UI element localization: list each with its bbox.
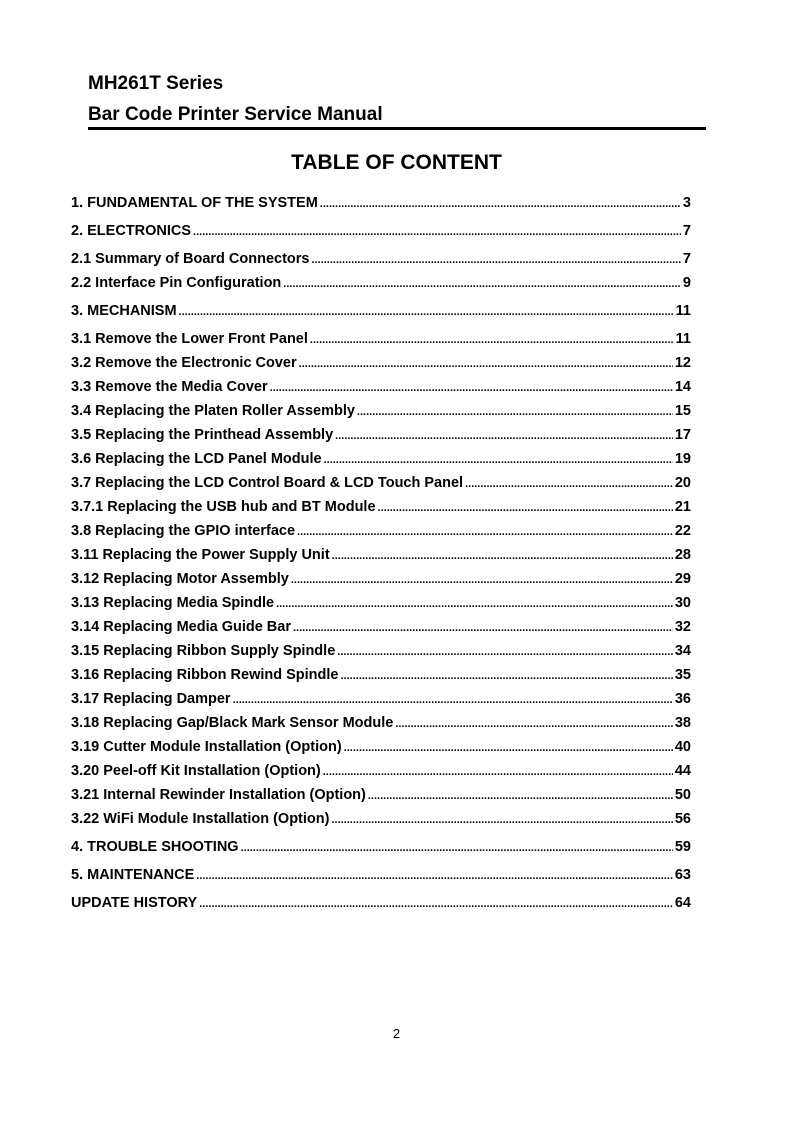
- toc-entry-page: 11: [675, 303, 691, 319]
- toc-entry[interactable]: [71, 497, 691, 517]
- dot-leader: [283, 274, 681, 294]
- toc-entry[interactable]: [71, 545, 691, 565]
- dot-leader: [293, 618, 673, 638]
- dot-leader: [331, 810, 672, 830]
- dot-leader: [241, 838, 673, 858]
- toc-entry[interactable]: [71, 809, 691, 829]
- toc-entry[interactable]: [71, 249, 691, 269]
- toc-entry-page: 21: [674, 499, 691, 515]
- toc-entry-label: 5. MAINTENANCE: [71, 867, 195, 883]
- toc-entry-label: 3.14 Replacing Media Guide Bar: [71, 619, 291, 635]
- dot-leader: [320, 194, 681, 214]
- dot-leader: [297, 522, 673, 542]
- toc-title: TABLE OF CONTENT: [291, 151, 502, 174]
- dot-leader: [196, 866, 673, 886]
- toc-entry-label: 3.18 Replacing Gap/Black Mark Sensor Module: [71, 715, 394, 731]
- dot-leader: [233, 690, 673, 710]
- document-header: [88, 72, 706, 127]
- toc-entry-label: 2. ELECTRONICS: [71, 223, 192, 239]
- dot-leader: [378, 498, 673, 518]
- dot-leader: [332, 546, 673, 566]
- toc-entry-page: 40: [674, 739, 691, 755]
- toc-entry-page: 63: [674, 867, 691, 883]
- toc-entry[interactable]: [71, 473, 691, 493]
- toc-entry-page: 44: [674, 763, 691, 779]
- toc-entry-label: 3.8 Replacing the GPIO interface: [71, 523, 296, 539]
- toc-entry-label: 2.2 Interface Pin Configuration: [71, 275, 282, 291]
- toc-entry-page: 17: [674, 427, 691, 443]
- manual-title: Bar Code Printer Service Manual: [88, 104, 383, 125]
- toc-entry[interactable]: [71, 221, 691, 241]
- dot-leader: [179, 302, 674, 322]
- toc-entry[interactable]: [71, 377, 691, 397]
- toc-entry-label: 2.1 Summary of Board Connectors: [71, 251, 310, 267]
- toc-entry-page: 20: [674, 475, 691, 491]
- toc-entry[interactable]: [71, 893, 691, 913]
- toc-entry-page: 64: [674, 895, 691, 911]
- dot-leader: [276, 594, 673, 614]
- toc-entry-page: 30: [674, 595, 691, 611]
- toc-entry[interactable]: [71, 641, 691, 661]
- toc-entry-page: 56: [674, 811, 691, 827]
- toc-entry[interactable]: [71, 353, 691, 373]
- toc-entry-page: 35: [674, 667, 691, 683]
- toc-entry[interactable]: [71, 401, 691, 421]
- toc-entry-label: 3.19 Cutter Module Installation (Option): [71, 739, 342, 755]
- dot-leader: [324, 450, 673, 470]
- toc-entry-page: 19: [674, 451, 691, 467]
- toc-entry-label: 3.21 Internal Rewinder Installation (Option): [71, 787, 366, 803]
- toc-entry[interactable]: [71, 193, 691, 213]
- toc-entry-label: 3.1 Remove the Lower Front Panel: [71, 331, 308, 347]
- dot-leader: [291, 570, 673, 590]
- toc-entry[interactable]: [71, 521, 691, 541]
- toc-entry-page: 3: [682, 195, 691, 211]
- toc-entry-page: 29: [674, 571, 691, 587]
- toc-entry-label: 3.7.1 Replacing the USB hub and BT Module: [71, 499, 376, 515]
- toc-entry[interactable]: [71, 449, 691, 469]
- toc-entry[interactable]: [71, 665, 691, 685]
- toc-entry-label: 3.12 Replacing Motor Assembly: [71, 571, 289, 587]
- toc-entry-label: 4. TROUBLE SHOOTING: [71, 839, 239, 855]
- dot-leader: [193, 222, 681, 242]
- toc-entry[interactable]: [71, 761, 691, 781]
- toc-entry-page: 14: [674, 379, 691, 395]
- dot-leader: [299, 354, 673, 374]
- toc-entry[interactable]: [71, 273, 691, 293]
- toc-entry[interactable]: [71, 617, 691, 637]
- toc-entry-label: UPDATE HISTORY: [71, 895, 198, 911]
- toc-entry-label: 3.15 Replacing Ribbon Supply Spindle: [71, 643, 336, 659]
- toc-entry-page: 11: [675, 331, 691, 347]
- toc-entry-label: 3.22 WiFi Module Installation (Option): [71, 811, 330, 827]
- dot-leader: [323, 762, 673, 782]
- toc-entry[interactable]: [71, 569, 691, 589]
- toc-entry-page: 38: [674, 715, 691, 731]
- toc-entry[interactable]: [71, 713, 691, 733]
- toc-entry[interactable]: [71, 329, 691, 349]
- dot-leader: [335, 426, 673, 446]
- toc-entry-page: 34: [674, 643, 691, 659]
- toc-entry-label: 3.17 Replacing Damper: [71, 691, 231, 707]
- toc-entry-label: 3.6 Replacing the LCD Panel Module: [71, 451, 322, 467]
- toc-entry-page: 7: [682, 223, 691, 239]
- toc-entry-label: 3.2 Remove the Electronic Cover: [71, 355, 297, 371]
- toc-entry[interactable]: [71, 301, 691, 321]
- toc-entry[interactable]: [71, 737, 691, 757]
- toc-entry-label: 3.16 Replacing Ribbon Rewind Spindle: [71, 667, 339, 683]
- header-divider: [88, 127, 706, 130]
- dot-leader: [465, 474, 673, 494]
- toc-entry-label: 3.20 Peel-off Kit Installation (Option): [71, 763, 321, 779]
- dot-leader: [310, 330, 674, 350]
- toc-entry-page: 22: [674, 523, 691, 539]
- toc-entry[interactable]: [71, 425, 691, 445]
- dot-leader: [312, 250, 681, 270]
- toc-entry-page: 28: [674, 547, 691, 563]
- toc-entry[interactable]: [71, 689, 691, 709]
- toc-entry-page: 59: [674, 839, 691, 855]
- toc-entry-page: 50: [674, 787, 691, 803]
- dot-leader: [368, 786, 673, 806]
- toc-entry-label: 3.13 Replacing Media Spindle: [71, 595, 275, 611]
- toc-entry-page: 7: [682, 251, 691, 267]
- dot-leader: [344, 738, 673, 758]
- toc-entry[interactable]: [71, 593, 691, 613]
- toc-entry[interactable]: [71, 865, 691, 885]
- toc-entry-page: 36: [674, 691, 691, 707]
- dot-leader: [337, 642, 673, 662]
- page-number: 2: [392, 1026, 401, 1041]
- toc-entry[interactable]: [71, 785, 691, 805]
- toc-entry-label: 3. MECHANISM: [71, 303, 177, 319]
- toc-entry-label: 3.3 Remove the Media Cover: [71, 379, 268, 395]
- toc-entry[interactable]: [71, 837, 691, 857]
- toc-entry-label: 3.5 Replacing the Printhead Assembly: [71, 427, 334, 443]
- dot-leader: [395, 714, 673, 734]
- toc-entry-page: 15: [674, 403, 691, 419]
- dot-leader: [199, 894, 673, 914]
- series-title: MH261T Series: [88, 73, 224, 94]
- toc-entry-page: 12: [674, 355, 691, 371]
- toc-entry-label: 3.4 Replacing the Platen Roller Assembly: [71, 403, 355, 419]
- dot-leader: [340, 666, 672, 686]
- toc-entry-label: 1. FUNDAMENTAL OF THE SYSTEM: [71, 195, 318, 211]
- dot-leader: [357, 402, 673, 422]
- toc-entry-label: 3.7 Replacing the LCD Control Board & LCD Touch Panel: [71, 475, 464, 491]
- toc-entry-page: 9: [682, 275, 691, 291]
- toc-entry-page: 32: [674, 619, 691, 635]
- dot-leader: [270, 378, 673, 398]
- toc-entry-label: 3.11 Replacing the Power Supply Unit: [71, 547, 330, 563]
